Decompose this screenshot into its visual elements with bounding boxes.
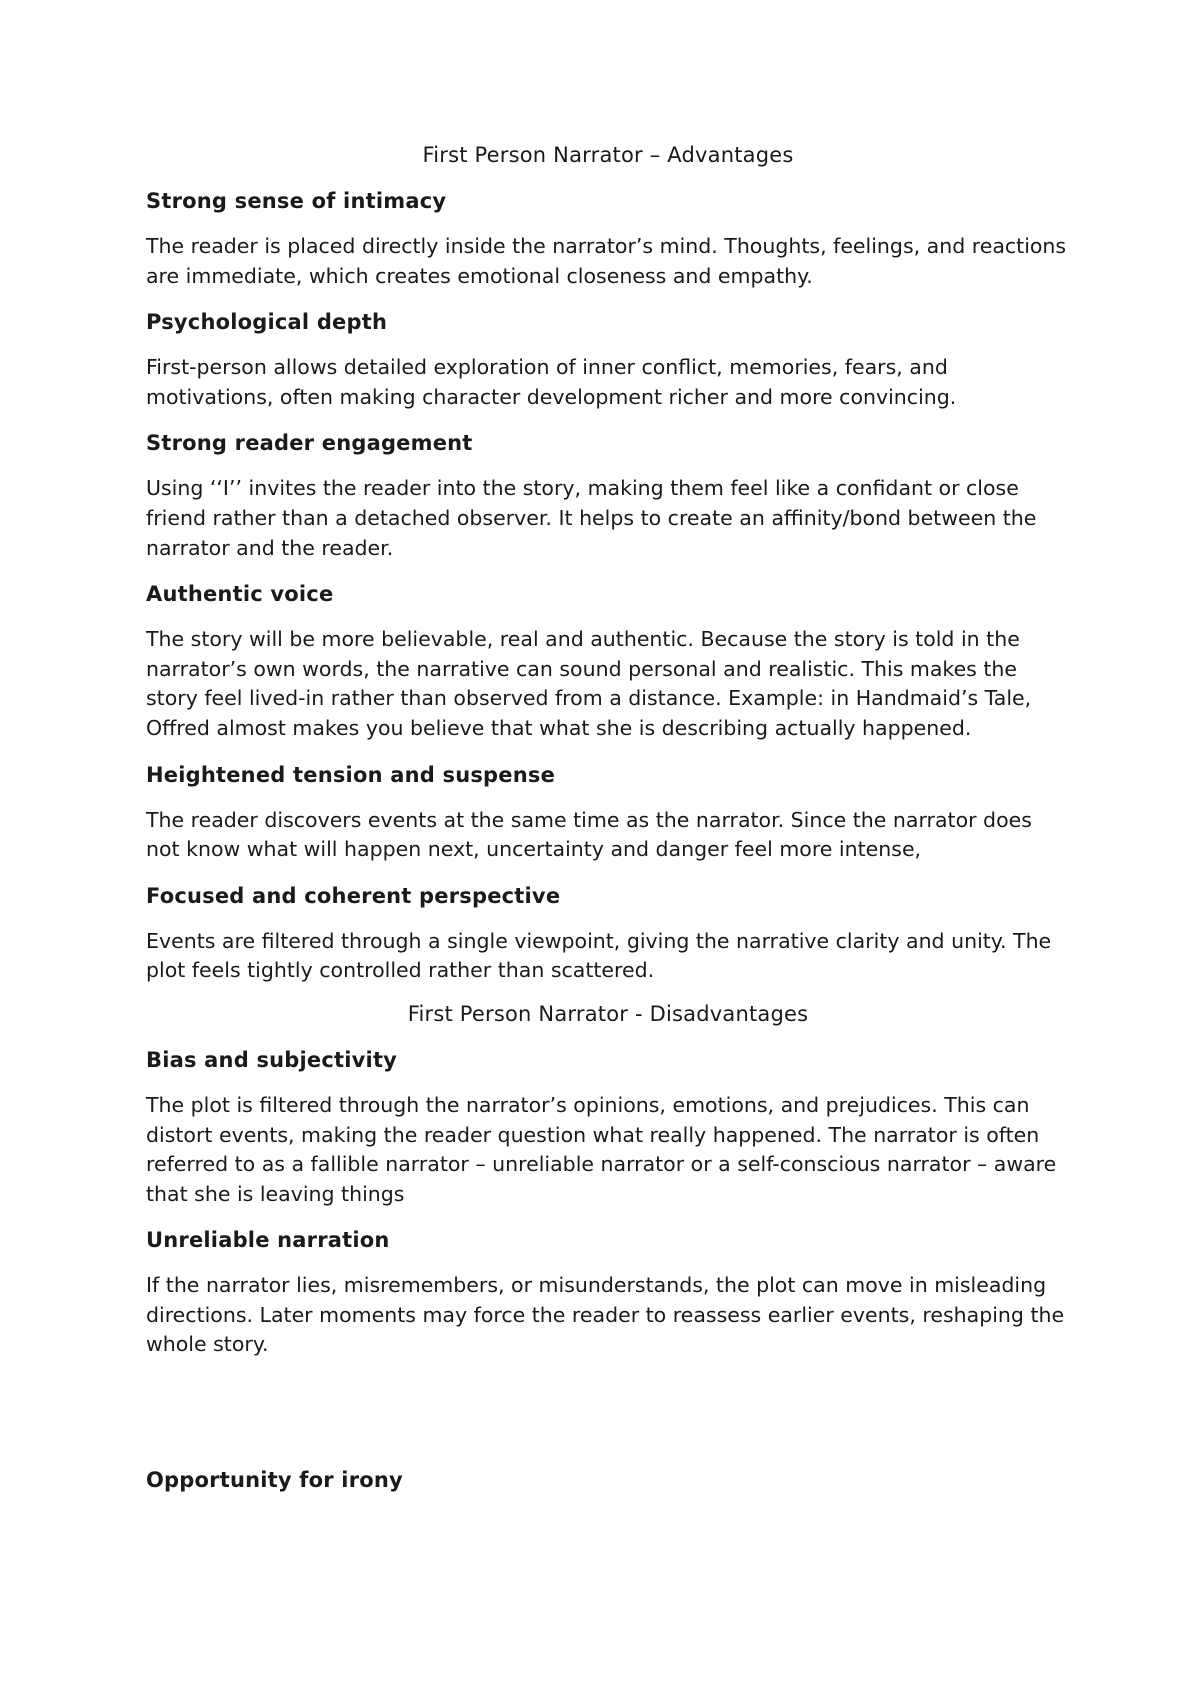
advantage-text-voice: The story will be more believable, real and authentic. Because the story is told in the narrator’s own words, the narrative can sound personal and realistic. This makes the story feel lived-in rather than observed from a distance. Example: in Handmaid’s Tale, Offred almost makes you believe that what she is describing actually happened. [146, 627, 1032, 740]
blank-space [146, 1360, 1070, 1449]
advantage-heading-depth: Psychological depth [146, 310, 388, 335]
advantages-section [146, 186, 1070, 986]
advantage-text-engagement: Using ‘‘I’’ invites the reader into the story, making them feel like a confidant or close friend rather than a detached observer. It helps to create an affinity/bond between the narrator and the reader. [146, 476, 1037, 560]
advantage-text-tension: The reader discovers events at the same time as the narrator. Since the narrator does not know what will happen next, uncertainty and danger feel more intense, [146, 807, 1032, 862]
advantage-heading-voice: Authentic voice [146, 582, 334, 607]
advantages-title: First Person Narrator – Advantages [422, 143, 794, 167]
advantage-text-perspective: Events are filtered through a single viewpoint, giving the narrative clarity and unity. The plot feels tightly controlled rather than scattered. [146, 928, 1052, 983]
disadvantages-section [146, 1045, 1070, 1360]
advantage-text-intimacy: The reader is placed directly inside the narrator’s mind. Thoughts, feelings, and reactions are immediate, which creates emotional closeness and empathy. [146, 234, 1067, 288]
irony-heading: Opportunity for irony [146, 1468, 403, 1493]
advantage-heading-tension: Heightened tension and suspense [146, 762, 556, 787]
advantage-heading-engagement: Strong reader engagement [146, 431, 473, 456]
advantage-heading-perspective: Focused and coherent perspective [146, 883, 561, 908]
disadvantage-heading-unreliable: Unreliable narration [146, 1228, 390, 1253]
disadvantages-title: First Person Narrator - Disadvantages [407, 1001, 809, 1026]
disadvantage-text-unreliable: If the narrator lies, misremembers, or misunderstands, the plot can move in misleading directions. Later moments may force the reader to reassess earlier events, reshaping the whole story. [146, 1273, 1065, 1357]
disadvantage-heading-bias: Bias and subjectivity [146, 1047, 398, 1072]
advantage-heading-intimacy: Strong sense of intimacy [146, 189, 447, 213]
advantage-text-depth: First-person allows detailed exploration of inner conflict, memories, fears, and motivations, often making character development richer and more convincing. [146, 355, 957, 409]
disadvantage-text-bias: The plot is filtered through the narrator’s opinions, emotions, and prejudices. This can distort events, making the reader question what really happened. The narrator is often referred to as a fallible narrator – unreliable narrator or a self-conscious narrator – aware that she is leaving things [146, 1092, 1057, 1206]
